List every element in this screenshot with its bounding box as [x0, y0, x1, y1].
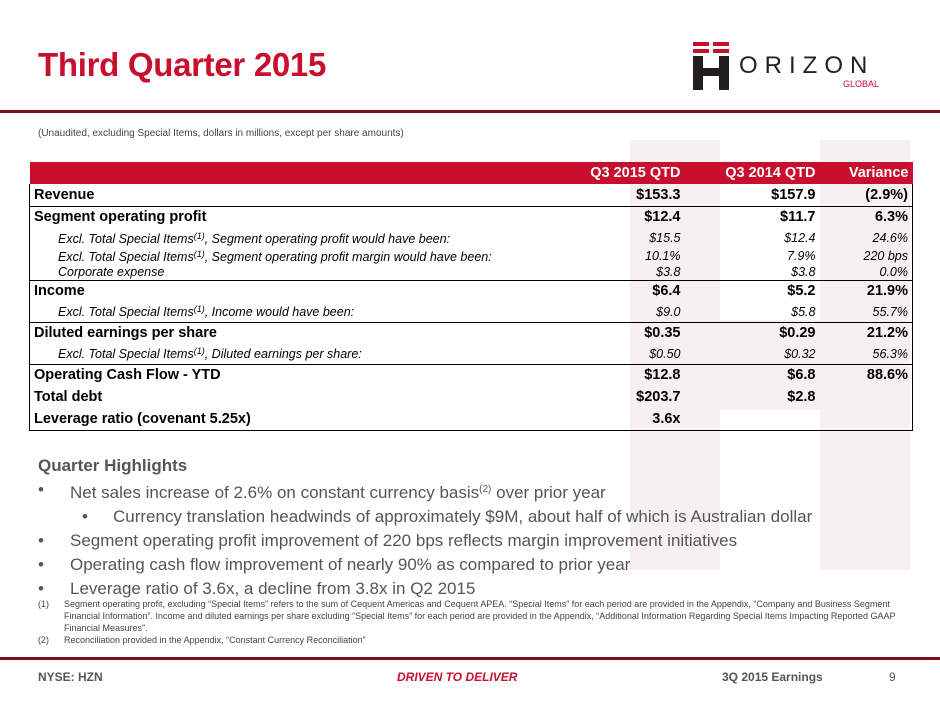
horizon-global-logo: [693, 40, 893, 92]
q3-2015-value: $6.4: [652, 283, 681, 300]
variance-value: 56.3%: [820, 344, 913, 364]
header-blank: [30, 162, 550, 184]
table-header-row: [30, 162, 913, 184]
variance-value: [820, 408, 913, 430]
variance-value: 0.0%: [820, 264, 913, 280]
row-label: Operating Cash Flow - YTD: [34, 367, 221, 384]
footnotes: [38, 598, 898, 646]
footnote: [38, 634, 898, 646]
row-label: Income: [34, 283, 85, 300]
footnote-number: (2): [38, 635, 49, 645]
table-row-segment-operating-profit: [30, 206, 913, 228]
q3-2014-value: [685, 408, 820, 430]
highlight-item: • Leverage ratio of 3.6x, a decline from 3.8x in Q2 2015: [38, 577, 918, 601]
q3-2014-value: $2.8: [787, 389, 816, 405]
financial-summary-table: [29, 162, 913, 431]
bullet-icon: •: [38, 555, 44, 574]
table-row-operating-cash-flow: [30, 364, 913, 386]
footer-ticker: NYSE: HZN: [38, 670, 103, 684]
table-row-diluted-eps: [30, 322, 913, 344]
q3-2015-value: $203.7: [636, 389, 681, 405]
row-label: Excl. Total Special Items$^{(1)}$, Segment operating profit would have been:: [58, 230, 451, 246]
q3-2014-value: $11.7: [780, 209, 816, 226]
table-subtitle: (Unaudited, excluding Special Items, dollars in millions, except per share amounts): [38, 128, 404, 139]
q3-2014-value: $6.8: [787, 367, 816, 384]
q3-2015-value: 3.6x: [550, 408, 685, 430]
footer-tagline: DRIVEN TO DELIVER: [397, 670, 518, 684]
table-row-revenue: [30, 184, 913, 206]
q3-2014-value: $5.8: [685, 302, 820, 322]
highlights-title: Quarter Highlights: [38, 456, 188, 475]
q3-2015-value: $12.4: [644, 209, 681, 226]
page-title: Third Quarter 2015: [38, 46, 327, 83]
q3-2015-value: $0.35: [644, 325, 681, 342]
footer-divider: [0, 657, 940, 660]
q3-2014-value: 7.9%: [787, 249, 816, 263]
table-row-income: [30, 280, 913, 302]
highlight-item: • Net sales increase of 2.6% on constant currency basis$^{(2)}$ over prior year: [38, 480, 606, 502]
table-row-corporate-expense: [30, 264, 913, 280]
bullet-icon: •: [38, 531, 44, 550]
variance-value: 6.3%: [874, 209, 908, 226]
header-q3-2014: Q3 2014 QTD: [685, 162, 820, 184]
variance-value: (2.9%): [820, 184, 913, 206]
header-variance: Variance: [820, 162, 913, 184]
q3-2014-value: $0.32: [685, 344, 820, 364]
q3-2014-value: $0.29: [779, 325, 816, 342]
highlight-subitem: • Currency translation headwinds of approximately $9M, about half of which is Australian dollar: [38, 505, 918, 529]
q3-2014-value: $5.2: [787, 283, 816, 300]
footnote: [38, 598, 898, 634]
table-row-excl-segment-profit: [30, 228, 913, 248]
table-row-leverage-ratio: [30, 408, 913, 430]
bullet-icon: •: [82, 507, 88, 526]
row-label: Excl. Total Special Items$^{(1)}$, Income would have been:: [30, 302, 550, 322]
q3-2015-value: $0.50: [550, 344, 685, 364]
footnote-text: Segment operating profit, excluding “Special Items” refers to the sum of Cequent Americas and Cequent APEA. “Special Items” for each period are provided in the Appendix, “Company and Business Segment Financial Information”. Income and diluted earnings per share excluding “Special Items” for each period are provided in the Appendix, “Additional Information Regarding Special Items Impacting Reported GAAP Financial Measures”.: [64, 599, 896, 633]
q3-2015-value: $153.3: [550, 184, 685, 206]
header-q3-2015: Q3 2015 QTD: [550, 162, 685, 184]
row-label: Total debt: [34, 389, 103, 405]
row-label: Segment operating profit: [34, 209, 207, 226]
variance-value: 55.7%: [820, 302, 913, 322]
q3-2015-value: 10.1%: [645, 249, 681, 263]
bullet-icon: •: [38, 579, 44, 598]
row-label: Diluted earnings per share: [34, 325, 217, 342]
footnote-text: Reconciliation provided in the Appendix, “Constant Currency Reconciliation”: [64, 635, 366, 645]
highlight-item: • Operating cash flow improvement of nearly 90% as compared to prior year: [38, 553, 918, 577]
footer-event: 3Q 2015 Earnings: [722, 670, 823, 684]
q3-2014-value: $157.9: [685, 184, 820, 206]
row-label: Excl. Total Special Items$^{(1)}$, Segment operating profit margin would have been:: [58, 248, 492, 264]
q3-2015-value: $9.0: [550, 302, 685, 322]
q3-2015-value: $12.8: [644, 367, 681, 384]
variance-value: 88.6%: [866, 367, 908, 384]
footnote-number: (1): [38, 599, 49, 609]
row-label: Corporate expense: [30, 264, 550, 280]
variance-value: 24.6%: [872, 231, 908, 245]
q3-2015-value: $3.8: [550, 264, 685, 280]
q3-2015-value: $15.5: [649, 231, 681, 245]
row-label: Leverage ratio (covenant 5.25x): [30, 408, 550, 430]
logo-subtitle: GLOBAL: [843, 79, 880, 89]
page-number: 9: [889, 670, 896, 684]
row-label: Revenue: [30, 184, 550, 206]
bullet-icon: •: [38, 480, 44, 499]
variance-value: 220 bps: [863, 249, 908, 263]
table-row-excl-income: [30, 302, 913, 322]
logo-wordmark: ORIZON: [739, 52, 875, 79]
variance-value: 21.2%: [866, 325, 908, 342]
table-row-total-debt: [30, 386, 913, 408]
highlight-item: • Segment operating profit improvement of 220 bps reflects margin improvement initiatives: [38, 529, 918, 553]
row-label: Excl. Total Special Items$^{(1)}$, Diluted earnings per share:: [30, 344, 550, 364]
header-divider: [0, 110, 940, 113]
table-row-excl-eps: [30, 344, 913, 364]
variance-value: 21.9%: [866, 283, 908, 300]
q3-2014-value: $3.8: [685, 264, 820, 280]
table-row-excl-segment-margin: [30, 248, 913, 264]
variance-value: [820, 386, 913, 408]
q3-2014-value: $12.4: [784, 231, 816, 245]
quarter-highlights: [38, 456, 918, 601]
